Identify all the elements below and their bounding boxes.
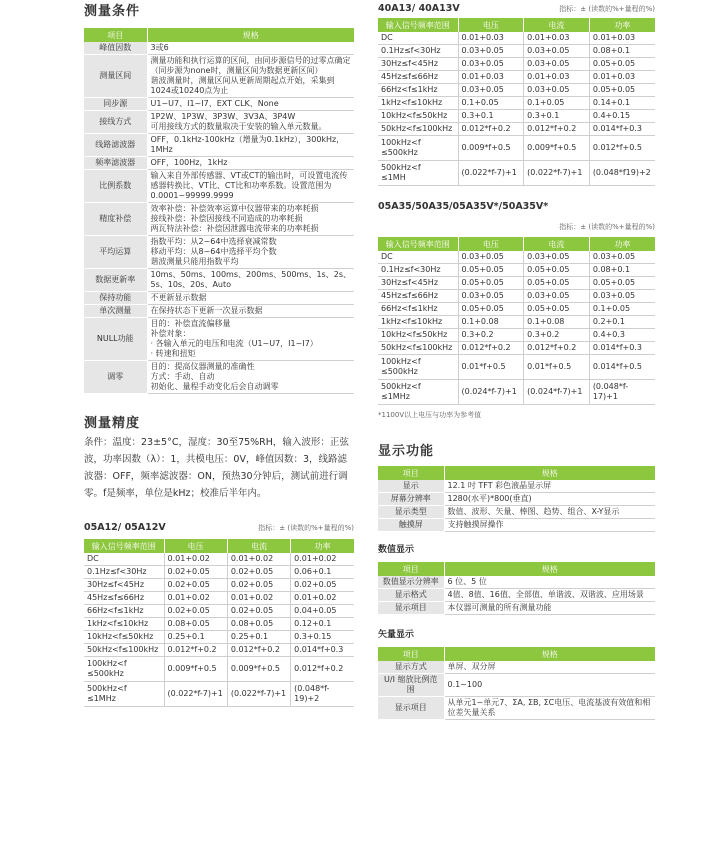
- row-spec-value: 1280(水平)*800(垂直): [444, 493, 655, 506]
- cell-power: 0.08+0.1: [589, 264, 655, 277]
- cell-power: 0.01+0.02: [291, 553, 354, 566]
- cell-frequency-range: 10kHz<f≤50kHz: [84, 631, 164, 644]
- cell-current: 0.25+0.1: [227, 631, 290, 644]
- cell-voltage: 0.05+0.05: [458, 277, 524, 290]
- cell-voltage: 0.01+0.03: [458, 71, 524, 84]
- cell-power: 0.014*f+0.3: [589, 342, 655, 355]
- header-power: 功率: [291, 539, 354, 553]
- cell-frequency-range: 30Hz≤f<45Hz: [84, 579, 164, 592]
- cell-current: 0.1+0.05: [524, 97, 590, 110]
- cell-power: 0.3+0.15: [291, 631, 354, 644]
- cell-power: (0.048*f19)+2: [589, 161, 655, 186]
- cell-frequency-range: 10kHz<f≤50kHz: [378, 329, 458, 342]
- cell-power: 0.012*f+0.5: [589, 136, 655, 161]
- cell-current: 0.03+0.05: [524, 251, 590, 264]
- cell-voltage: 0.02+0.05: [164, 605, 227, 618]
- header-current: 电流: [524, 237, 590, 251]
- cell-frequency-range: DC: [378, 251, 458, 264]
- table-row: [84, 111, 354, 134]
- cell-power: 0.014*f+0.3: [291, 644, 354, 657]
- cell-power: 0.2+0.1: [589, 316, 655, 329]
- numeric-display-table: [378, 562, 655, 615]
- header-current: 电流: [524, 18, 590, 32]
- header-item: 项目: [378, 647, 444, 661]
- row-spec-value: 输入来自外部传感器、VT或CT的输出时，可设置电流传感器转换比、VT比、CT比和功率系数。设置范围为0.0001~99999.9999: [147, 170, 354, 203]
- cell-frequency-range: 0.1Hz≤f<30Hz: [378, 264, 458, 277]
- cell-frequency-range: 1kHz<f≤10kHz: [84, 618, 164, 631]
- cell-voltage: 0.08+0.05: [164, 618, 227, 631]
- table-row: [84, 592, 354, 605]
- cell-voltage: 0.009*f+0.5: [164, 657, 227, 682]
- row-item-label: 显示项目: [378, 697, 444, 720]
- table-row: [378, 277, 655, 290]
- cell-power: 0.06+0.1: [291, 566, 354, 579]
- table-row: [84, 134, 354, 157]
- cell-voltage: (0.022*f-7)+1: [458, 161, 524, 186]
- row-item-label: NULL功能: [84, 318, 147, 361]
- cell-current: (0.024*f-7)+1: [524, 380, 590, 405]
- cell-voltage: 0.01+0.02: [164, 592, 227, 605]
- cell-frequency-range: 1kHz<f≤10kHz: [378, 97, 458, 110]
- table-row: [84, 157, 354, 170]
- cell-current: 0.01+0.03: [524, 71, 590, 84]
- table-row: [378, 674, 655, 697]
- cell-voltage: 0.012*f+0.2: [458, 342, 524, 355]
- cell-frequency-range: DC: [84, 553, 164, 566]
- measurement-accuracy-description: 条件：温度：23±5°C，湿度：30至75%RH，输入波形：正弦波，功率因数（λ）：1，共模电压：0V，峰值因数：3，线路滤波器：OFF，频率滤波器：ON，预热30分钟后，测试前进行调零。f是频率，单位是kHz；校准后半年内。: [84, 437, 349, 499]
- cell-current: 0.02+0.05: [227, 605, 290, 618]
- table-row: [378, 480, 655, 493]
- cell-frequency-range: 30Hz≤f<45Hz: [378, 277, 458, 290]
- cell-voltage: 0.03+0.05: [458, 251, 524, 264]
- cell-voltage: 0.01+0.03: [458, 32, 524, 45]
- row-item-label: 显示方式: [378, 661, 444, 674]
- table-row: [378, 316, 655, 329]
- table-40a13-note: 指标：± (读数的%+量程的%): [559, 5, 655, 13]
- table-row: [84, 98, 354, 111]
- row-spec-value: 目的：补偿直流偏移量 补偿对象： · 各输入单元的电压和电流（U1~U7，I1~I7） · 转速和扭矩: [147, 318, 354, 361]
- table-row: [84, 269, 354, 292]
- cell-voltage: 0.02+0.05: [164, 566, 227, 579]
- cell-power: 0.1+0.05: [589, 303, 655, 316]
- table-row: [378, 58, 655, 71]
- header-spec: 规格: [444, 562, 655, 576]
- row-spec-value: 0.1~100: [444, 674, 655, 697]
- table-row: [378, 342, 655, 355]
- header-voltage: 电压: [164, 539, 227, 553]
- cell-frequency-range: 50kHz<f≤100kHz: [378, 342, 458, 355]
- cell-current: 0.009*f+0.5: [227, 657, 290, 682]
- table-row: [84, 682, 354, 707]
- table-row: [84, 203, 354, 236]
- cell-frequency-range: 0.1Hz≤f<30Hz: [84, 566, 164, 579]
- header-frequency-range: 输入信号频率范围: [84, 539, 164, 553]
- cell-current: 0.02+0.05: [227, 566, 290, 579]
- table-row: [378, 251, 655, 264]
- row-spec-value: OFF，0.1kHz-100kHz（增量为0.1kHz），300kHz，1MHz: [147, 134, 354, 157]
- cell-power: 0.02+0.05: [291, 579, 354, 592]
- header-power: 功率: [589, 18, 655, 32]
- cell-frequency-range: DC: [378, 32, 458, 45]
- table-row: [84, 42, 354, 55]
- cell-voltage: 0.1+0.08: [458, 316, 524, 329]
- cell-current: 0.012*f+0.2: [524, 123, 590, 136]
- cell-power: 0.01+0.03: [589, 71, 655, 84]
- table-row: [378, 71, 655, 84]
- cell-voltage: 0.03+0.05: [458, 84, 524, 97]
- table-row: [378, 697, 655, 720]
- row-spec-value: 数值、波形、矢量、棒图、趋势、组合、X-Y显示: [444, 506, 655, 519]
- cell-current: 0.012*f+0.2: [227, 644, 290, 657]
- row-item-label: 屏幕分辨率: [378, 493, 444, 506]
- cell-voltage: 0.05+0.05: [458, 264, 524, 277]
- cell-voltage: 0.3+0.2: [458, 329, 524, 342]
- cell-power: 0.04+0.05: [291, 605, 354, 618]
- row-item-label: 比例系数: [84, 170, 147, 203]
- row-spec-value: 目的：提高仪器测量的准确性 方式：手动、自动 初始化、量程手动变化后会自动调零: [147, 361, 354, 394]
- measurement-accuracy-title: 测量精度: [84, 416, 141, 431]
- cell-current: 0.08+0.05: [227, 618, 290, 631]
- table-row: [84, 566, 354, 579]
- cell-voltage: 0.3+0.1: [458, 110, 524, 123]
- cell-current: 0.05+0.05: [524, 277, 590, 290]
- row-item-label: 平均运算: [84, 236, 147, 269]
- cell-voltage: 0.01+0.02: [164, 553, 227, 566]
- cell-current: 0.03+0.05: [524, 45, 590, 58]
- cell-frequency-range: 100kHz<f ≤500kHz: [378, 136, 458, 161]
- header-power: 功率: [589, 237, 655, 251]
- row-spec-value: 测量功能和执行运算的区间，由同步源信号的过零点确定（同步源为none时，测量区间为数据更新区间） 谐波测量时，测量区间从更新周期起点开始，采集到1024或10240点为止: [147, 55, 354, 98]
- table-row: [84, 631, 354, 644]
- table-row: [378, 45, 655, 58]
- cell-power: 0.4+0.15: [589, 110, 655, 123]
- cell-power: 0.03+0.05: [589, 251, 655, 264]
- table-row: [378, 303, 655, 316]
- cell-voltage: 0.009*f+0.5: [458, 136, 524, 161]
- cell-current: 0.01*f+0.5: [524, 355, 590, 380]
- cell-power: (0.048*f-19)+2: [291, 682, 354, 707]
- table-row: [378, 380, 655, 405]
- table-05a35-title: 05A35/50A35/05A35V*/50A35V*: [378, 201, 549, 212]
- cell-frequency-range: 500kHz<f ≤1MH: [378, 161, 458, 186]
- table-row: [378, 493, 655, 506]
- row-spec-value: U1~U7、I1~I7、EXT CLK、None: [147, 98, 354, 111]
- cell-voltage: 0.02+0.05: [164, 579, 227, 592]
- row-spec-value: 从单元1~单元7、ΣA, ΣB, ΣC电压、电流基波有效值和相位差矢量关系: [444, 697, 655, 720]
- header-voltage: 电压: [458, 18, 524, 32]
- row-spec-value: 本仪器可测量的所有测量功能: [444, 602, 655, 615]
- header-frequency-range: 输入信号频率范围: [378, 237, 458, 251]
- cell-frequency-range: 50kHz<f≤100kHz: [378, 123, 458, 136]
- cell-power: 0.05+0.05: [589, 277, 655, 290]
- display-function-table: [378, 466, 655, 532]
- row-item-label: 显示: [378, 480, 444, 493]
- table-row: [84, 305, 354, 318]
- cell-voltage: 0.1+0.05: [458, 97, 524, 110]
- cell-frequency-range: 100kHz<f ≤500kHz: [84, 657, 164, 682]
- cell-voltage: 0.01*f+0.5: [458, 355, 524, 380]
- cell-frequency-range: 45Hz≤f≤66Hz: [378, 290, 458, 303]
- cell-power: 0.012*f+0.2: [291, 657, 354, 682]
- measurement-conditions-title: 测量条件: [84, 4, 141, 19]
- table-row: [84, 318, 354, 361]
- row-item-label: 触摸屏: [378, 519, 444, 532]
- cell-current: 0.1+0.08: [524, 316, 590, 329]
- table-row: [378, 589, 655, 602]
- cell-current: 0.05+0.05: [524, 264, 590, 277]
- table-05a12-title: 05A12/ 05A12V: [84, 522, 166, 533]
- row-spec-value: 指数平均：从2~64中选择衰减常数 移动平均：从8~64中选择平均个数 谐波测量只能用指数平均: [147, 236, 354, 269]
- cell-current: (0.022*f-7)+1: [227, 682, 290, 707]
- table-row: [378, 355, 655, 380]
- row-item-label: 保持功能: [84, 292, 147, 305]
- row-item-label: 数据更新率: [84, 269, 147, 292]
- cell-voltage: 0.05+0.05: [458, 303, 524, 316]
- cell-current: 0.3+0.2: [524, 329, 590, 342]
- table-row: [84, 236, 354, 269]
- table-row: [378, 32, 655, 45]
- cell-frequency-range: 30Hz≤f<45Hz: [378, 58, 458, 71]
- cell-frequency-range: 1kHz<f≤10kHz: [378, 316, 458, 329]
- cell-voltage: 0.012*f+0.2: [458, 123, 524, 136]
- row-spec-value: 支持触摸屏操作: [444, 519, 655, 532]
- row-spec-value: OFF，100Hz，1kHz: [147, 157, 354, 170]
- cell-power: 0.4+0.3: [589, 329, 655, 342]
- row-item-label: 调零: [84, 361, 147, 394]
- header-spec: 规格: [444, 466, 655, 480]
- cell-power: 0.12+0.1: [291, 618, 354, 631]
- table-row: [378, 161, 655, 186]
- cell-frequency-range: 45Hz≤f≤66Hz: [84, 592, 164, 605]
- table-row: [378, 329, 655, 342]
- table-row: [84, 605, 354, 618]
- row-spec-value: 单屏、双分屏: [444, 661, 655, 674]
- cell-frequency-range: 100kHz<f ≤500kHz: [378, 355, 458, 380]
- cell-current: (0.022*f-7)+1: [524, 161, 590, 186]
- table-row: [84, 55, 354, 98]
- cell-current: 0.01+0.02: [227, 553, 290, 566]
- cell-power: 0.01+0.03: [589, 32, 655, 45]
- row-item-label: 显示项目: [378, 602, 444, 615]
- cell-frequency-range: 500kHz<f ≤1MHz: [84, 682, 164, 707]
- measurement-conditions-table: [84, 28, 354, 394]
- table-row: [84, 361, 354, 394]
- left-column: [84, 0, 354, 707]
- table-row: [378, 602, 655, 615]
- vector-display-title: 矢量显示: [378, 630, 415, 640]
- table-row: [84, 579, 354, 592]
- cell-current: 0.01+0.03: [524, 32, 590, 45]
- row-item-label: 数值显示分辨率: [378, 576, 444, 589]
- table-row: [378, 97, 655, 110]
- row-item-label: 单次测量: [84, 305, 147, 318]
- row-spec-value: 在保持状态下更新一次显示数据: [147, 305, 354, 318]
- cell-current: 0.03+0.05: [524, 84, 590, 97]
- table-row: [84, 553, 354, 566]
- display-function-title: 显示功能: [378, 444, 435, 459]
- row-item-label: 测量区间: [84, 55, 147, 98]
- row-spec-value: 不更新显示数据: [147, 292, 354, 305]
- row-spec-value: 效率补偿：补偿效率运算中仪器带来的功率耗损 接线补偿：补偿因接线不同造成的功率耗损 两瓦特法补偿：补偿因泄露电流带来的功率耗损: [147, 203, 354, 236]
- table-40a13: [378, 18, 655, 186]
- cell-power: 0.05+0.05: [589, 58, 655, 71]
- table-row: [84, 292, 354, 305]
- cell-power: 0.014*f+0.5: [589, 355, 655, 380]
- cell-current: 0.05+0.05: [524, 303, 590, 316]
- cell-frequency-range: 66Hz<f≤1kHz: [84, 605, 164, 618]
- table-row: [378, 123, 655, 136]
- table-row: [378, 290, 655, 303]
- header-item: 项目: [378, 466, 444, 480]
- cell-power: 0.14+0.1: [589, 97, 655, 110]
- cell-frequency-range: 66Hz<f≤1kHz: [378, 84, 458, 97]
- table-row: [378, 519, 655, 532]
- cell-power: 0.05+0.05: [589, 84, 655, 97]
- cell-frequency-range: 45Hz≤f≤66Hz: [378, 71, 458, 84]
- cell-voltage: 0.03+0.05: [458, 45, 524, 58]
- table-40a13-title: 40A13/ 40A13V: [378, 3, 460, 14]
- row-item-label: 峰值因数: [84, 42, 147, 55]
- header-spec: 规格: [147, 28, 354, 42]
- table-row: [84, 657, 354, 682]
- row-item-label: 同步源: [84, 98, 147, 111]
- header-item: 项目: [378, 562, 444, 576]
- table-05a12-note: 指标：± (读数的%+量程的%): [258, 524, 354, 532]
- cell-current: 0.3+0.1: [524, 110, 590, 123]
- cell-voltage: (0.024*f-7)+1: [458, 380, 524, 405]
- row-spec-value: 12.1 吋 TFT 彩色液晶显示屏: [444, 480, 655, 493]
- cell-current: 0.03+0.05: [524, 290, 590, 303]
- row-spec-value: 6 位、5 位: [444, 576, 655, 589]
- cell-frequency-range: 50kHz<f≤100kHz: [84, 644, 164, 657]
- numeric-display-title: 数值显示: [378, 545, 415, 555]
- table-row: [378, 576, 655, 589]
- table-row: [84, 644, 354, 657]
- cell-power: 0.03+0.05: [589, 290, 655, 303]
- table-row: [378, 84, 655, 97]
- cell-voltage: (0.022*f-7)+1: [164, 682, 227, 707]
- header-voltage: 电压: [458, 237, 524, 251]
- table-row: [84, 618, 354, 631]
- cell-frequency-range: 0.1Hz≤f<30Hz: [378, 45, 458, 58]
- right-column: [378, 0, 655, 720]
- table-05a35: [378, 237, 655, 405]
- cell-frequency-range: 10kHz<f≤50kHz: [378, 110, 458, 123]
- row-item-label: 显示格式: [378, 589, 444, 602]
- row-spec-value: 1P2W、1P3W、3P3W、3V3A、3P4W 可用接线方式的数量取决于安装的输入单元数量。: [147, 111, 354, 134]
- table-05a12: [84, 539, 354, 707]
- cell-power: 0.01+0.02: [291, 592, 354, 605]
- cell-current: 0.009*f+0.5: [524, 136, 590, 161]
- measurement-conditions-body: [84, 42, 354, 394]
- row-item-label: 精度补偿: [84, 203, 147, 236]
- vector-display-table: [378, 647, 655, 720]
- table-row: [378, 110, 655, 123]
- cell-voltage: 0.03+0.05: [458, 290, 524, 303]
- row-item-label: 显示类型: [378, 506, 444, 519]
- row-item-label: 频率滤波器: [84, 157, 147, 170]
- cell-voltage: 0.25+0.1: [164, 631, 227, 644]
- row-spec-value: 10ms、50ms、100ms、200ms、500ms、1s、2s、5s、10s、20s、Auto: [147, 269, 354, 292]
- cell-voltage: 0.03+0.05: [458, 58, 524, 71]
- row-item-label: U/I 缩放比例范围: [378, 674, 444, 697]
- table-row: [378, 264, 655, 277]
- cell-frequency-range: 66Hz<f≤1kHz: [378, 303, 458, 316]
- cell-current: 0.01+0.02: [227, 592, 290, 605]
- table-row: [378, 136, 655, 161]
- cell-power: 0.08+0.1: [589, 45, 655, 58]
- table-row: [378, 661, 655, 674]
- cell-current: 0.03+0.05: [524, 58, 590, 71]
- header-item: 项目: [84, 28, 147, 42]
- row-item-label: 线路滤波器: [84, 134, 147, 157]
- cell-power: (0.048*f-17)+1: [589, 380, 655, 405]
- cell-power: 0.014*f+0.3: [589, 123, 655, 136]
- table-row: [84, 170, 354, 203]
- table-row: [378, 506, 655, 519]
- cell-frequency-range: 500kHz<f ≤1MHz: [378, 380, 458, 405]
- row-item-label: 接线方式: [84, 111, 147, 134]
- table-05a35-footnote: *1100V以上电压与功率为参考值: [378, 411, 482, 419]
- cell-voltage: 0.012*f+0.2: [164, 644, 227, 657]
- row-spec-value: 4值、8值、16值、全部值、单谐波、双谐波、应用场景: [444, 589, 655, 602]
- table-05a35-note: 指标：± (读数的%+量程的%): [559, 223, 655, 231]
- header-frequency-range: 输入信号频率范围: [378, 18, 458, 32]
- header-current: 电流: [227, 539, 290, 553]
- cell-current: 0.012*f+0.2: [524, 342, 590, 355]
- row-spec-value: 3或6: [147, 42, 354, 55]
- cell-current: 0.02+0.05: [227, 579, 290, 592]
- header-spec: 规格: [444, 647, 655, 661]
